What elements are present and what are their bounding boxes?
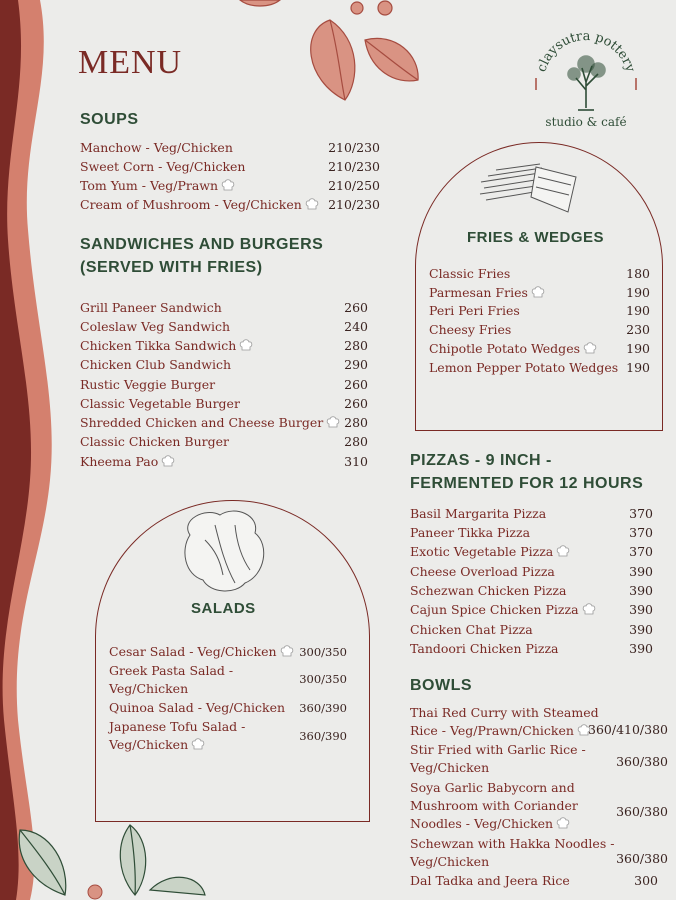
item-name: Stir Fried with Garlic Rice - [410, 742, 586, 757]
item-name-wrap [429, 284, 545, 302]
item-name: Coleslaw Veg Sandwich [80, 319, 231, 334]
item-name: Cheese Overload Pizza [410, 564, 555, 579]
item-name: Classic Chicken Burger [80, 434, 230, 449]
item-name-wrap [410, 543, 570, 561]
item-name: Schewzan with Hakka Noodles - [410, 836, 615, 851]
item-price: 260 [344, 396, 368, 411]
item-price: 370 [629, 525, 653, 540]
item-name-wrap [109, 662, 233, 698]
sandwiches-heading-line2: (SERVED WITH FRIES) [80, 259, 263, 276]
item-price: 370 [629, 544, 653, 559]
pizzas-heading [410, 449, 643, 495]
item-price: 240 [344, 319, 368, 334]
item-name: Peri Peri Fries [429, 303, 520, 318]
menu-title: MENU [78, 44, 183, 81]
item-name: Chipotle Potato Wedges [429, 341, 581, 356]
item-name-wrap [80, 337, 253, 355]
item-price: 390 [629, 602, 653, 617]
fries-heading: FRIES & WEDGES [467, 229, 605, 246]
item-name: Cesar Salad - Veg/Chicken [109, 644, 277, 659]
item-name: Japanese Tofu Salad - [109, 719, 246, 734]
item-price: 190 [626, 285, 650, 300]
item-price: 280 [344, 338, 368, 353]
item-price: 300/350 [299, 672, 347, 686]
chef-hat-icon [582, 602, 596, 616]
item-price: 310 [344, 454, 368, 469]
item-name: Thai Red Curry with Steamed [410, 705, 599, 720]
chef-hat-icon [531, 285, 545, 299]
item-name: Schezwan Chicken Pizza [410, 583, 567, 598]
chef-hat-icon [221, 178, 235, 192]
spinach-leaf-icon [220, 0, 460, 110]
chef-hat-icon [326, 415, 340, 429]
item-name: Tandoori Chicken Pizza [410, 641, 559, 656]
item-name: Tom Yum - Veg/Prawn [80, 178, 219, 193]
chef-hat-icon [556, 816, 570, 830]
item-price: 260 [344, 300, 368, 315]
item-price: 390 [629, 564, 653, 579]
logo-bottom-text: studio & café [545, 115, 627, 129]
chef-hat-icon [305, 197, 319, 211]
item-price: 210/230 [328, 197, 380, 212]
item-name-line3: Noodles - Veg/Chicken [410, 816, 554, 831]
chef-hat-icon [556, 544, 570, 558]
item-name-line2: Rice - Veg/Prawn/Chicken [410, 723, 574, 738]
chef-hat-icon [280, 644, 294, 658]
chef-hat-icon [191, 737, 205, 751]
fries-icon [476, 152, 586, 222]
item-price: 360/410/380 [588, 722, 668, 737]
item-price: 260 [344, 377, 368, 392]
item-name: Shredded Chicken and Cheese Burger [80, 415, 324, 430]
pizzas-heading-line2: FERMENTED FOR 12 HOURS [410, 475, 644, 492]
item-name-wrap [109, 643, 294, 661]
lettuce-icon [175, 505, 275, 595]
item-name-line2: Veg/Chicken [109, 737, 189, 752]
item-name-line2: Mushroom with Coriander [410, 798, 578, 813]
item-price: 280 [344, 415, 368, 430]
item-name: Cheesy Fries [429, 322, 512, 337]
item-price: 300/350 [299, 645, 347, 659]
item-price: 190 [626, 303, 650, 318]
item-price: 360/380 [616, 804, 668, 819]
item-name-wrap [429, 340, 597, 358]
soups-heading: SOUPS [80, 111, 139, 128]
item-price: 290 [344, 357, 368, 372]
item-price: 390 [629, 622, 653, 637]
item-name: Exotic Vegetable Pizza [410, 544, 554, 559]
tree-icon [568, 56, 605, 110]
item-name-wrap [410, 601, 596, 619]
spinach-leaf-icon [10, 820, 210, 900]
item-name: Parmesan Fries [429, 285, 528, 300]
claysutra-logo [530, 26, 642, 138]
item-name: Soya Garlic Babycorn and [410, 780, 575, 795]
item-price: 360/390 [299, 701, 347, 715]
item-price: 190 [626, 341, 650, 356]
item-name: Quinoa Salad - Veg/Chicken [109, 700, 286, 715]
item-name: Basil Margarita Pizza [410, 506, 547, 521]
item-name: Sweet Corn - Veg/Chicken [80, 159, 246, 174]
item-name: Paneer Tikka Pizza [410, 525, 531, 540]
item-name: Classic Vegetable Burger [80, 396, 240, 411]
item-name-wrap [80, 196, 319, 214]
item-price: 210/230 [328, 159, 380, 174]
sandwiches-heading-line1: SANDWICHES AND BURGERS [80, 236, 324, 253]
item-name-line2: Veg/Chicken [410, 760, 490, 775]
item-price: 360/380 [616, 851, 668, 866]
item-price: 210/230 [328, 140, 380, 155]
item-name: Chicken Tikka Sandwich [80, 338, 237, 353]
salads-heading: SALADS [191, 600, 256, 617]
logo-top-text: claysutra pottery [534, 28, 638, 74]
item-name: Chicken Chat Pizza [410, 622, 533, 637]
sandwiches-heading [80, 233, 323, 279]
chef-hat-icon [583, 341, 597, 355]
item-name: Chicken Club Sandwich [80, 357, 232, 372]
item-price: 280 [344, 434, 368, 449]
item-price: 180 [626, 266, 650, 281]
item-price: 370 [629, 506, 653, 521]
item-name-line2: Veg/Chicken [109, 681, 189, 696]
item-name: Cream of Mushroom - Veg/Chicken [80, 197, 302, 212]
item-price: 230 [626, 322, 650, 337]
chef-hat-icon [239, 338, 253, 352]
item-price: 190 [626, 360, 650, 375]
item-name-wrap [80, 453, 175, 471]
item-name: Manchow - Veg/Chicken [80, 140, 233, 155]
item-name-wrap [410, 835, 614, 871]
item-name: Classic Fries [429, 266, 511, 281]
item-name: Greek Pasta Salad - [109, 663, 234, 678]
item-name-wrap [109, 718, 245, 754]
item-price: 360/380 [616, 754, 668, 769]
item-name-wrap [410, 741, 586, 777]
item-name: Rustic Veggie Burger [80, 377, 216, 392]
item-name: Kheema Pao [80, 454, 159, 469]
item-name-wrap [80, 414, 340, 432]
pizzas-heading-line1: PIZZAS - 9 INCH - [410, 452, 552, 469]
item-name: Grill Paneer Sandwich [80, 300, 222, 315]
item-name: Cajun Spice Chicken Pizza [410, 602, 579, 617]
item-price: 360/390 [299, 729, 347, 743]
item-name-wrap [410, 704, 599, 740]
item-price: 390 [629, 641, 653, 656]
item-name-wrap [80, 177, 235, 195]
item-price: 300 [634, 873, 658, 888]
left-wave-border [0, 0, 80, 900]
chef-hat-icon [161, 454, 175, 468]
item-price: 390 [629, 583, 653, 598]
item-name-line2: Veg/Chicken [410, 854, 490, 869]
item-price: 210/250 [328, 178, 380, 193]
item-name: Lemon Pepper Potato Wedges [429, 360, 619, 375]
item-name: Dal Tadka and Jeera Rice [410, 873, 570, 888]
bowls-heading: BOWLS [410, 677, 473, 694]
item-name-wrap [410, 779, 578, 833]
